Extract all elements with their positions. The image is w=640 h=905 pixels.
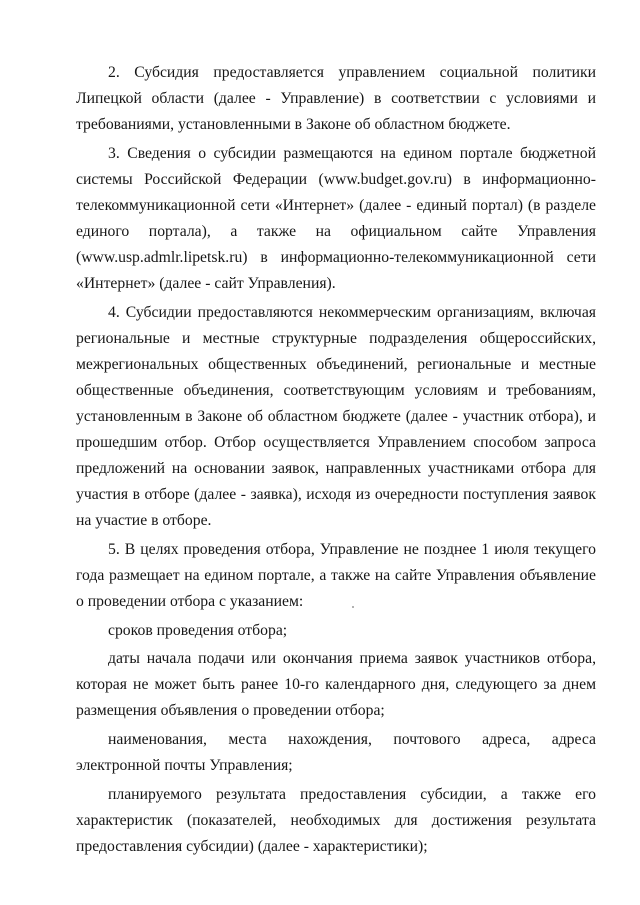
list-item-selection-dates: сроков проведения отбора;	[108, 622, 288, 639]
paragraph-4-subsidy-recipients: 4. Субсидии предоставляются некоммерческим организациям, включая региональные и местные структурные подразделения общероссийских, межрегиональных общественных объединений, региональные и местные общественные объединения, соответствующим условиям и требованиям, установленным в Законе об областном бюджете (далее - участник отбора), и прошедшим отбор. Отбор осуществляется Управлением способом запроса предложений на основании заявок, направленных участниками отбора для участия в отборе (далее - заявка), исходя из очередности поступления заявок на участие в отборе.	[76, 304, 596, 529]
scan-speck	[352, 606, 354, 608]
list-item-planned-result: планируемого результата предоставления субсидии, а также его характеристик (показателей, необходимых для достижения результата предоставления субсидии) (далее - характеристики);	[76, 786, 596, 855]
document-body	[76, 60, 596, 863]
paragraph-3-subsidy-information: 3. Сведения о субсидии размещаются на едином портале бюджетной системы Российской Федерации (www.budget.gov.ru) в информационно-телекоммуникационной сети «Интернет» (далее - единый портал) (в разделе единого портала), а также на официальном сайте Управления (www.usp.admlr.lipetsk.ru) в информационно-телекоммуникационной сети «Интернет» (далее - сайт Управления).	[76, 145, 596, 292]
list-item-department-contacts: наименования, места нахождения, почтового адреса, адреса электронной почты Управления;	[76, 731, 596, 774]
list-item-application-dates: даты начала подачи или окончания приема заявок участников отбора, которая не может быть ранее 10-го календарного дня, следующего за днем размещения объявления о проведении отбора;	[76, 650, 596, 719]
paragraph-2-subsidy-provider: 2. Субсидия предоставляется управлением социальной политики Липецкой области (далее - Управление) в соответствии с условиями и требованиями, установленными в Законе об областном бюджете.	[76, 64, 596, 133]
paragraph-5-selection-announcement: 5. В целях проведения отбора, Управление не позднее 1 июля текущего года размещает на едином портале, а также на сайте Управления объявление о проведении отбора с указанием:	[76, 541, 596, 610]
